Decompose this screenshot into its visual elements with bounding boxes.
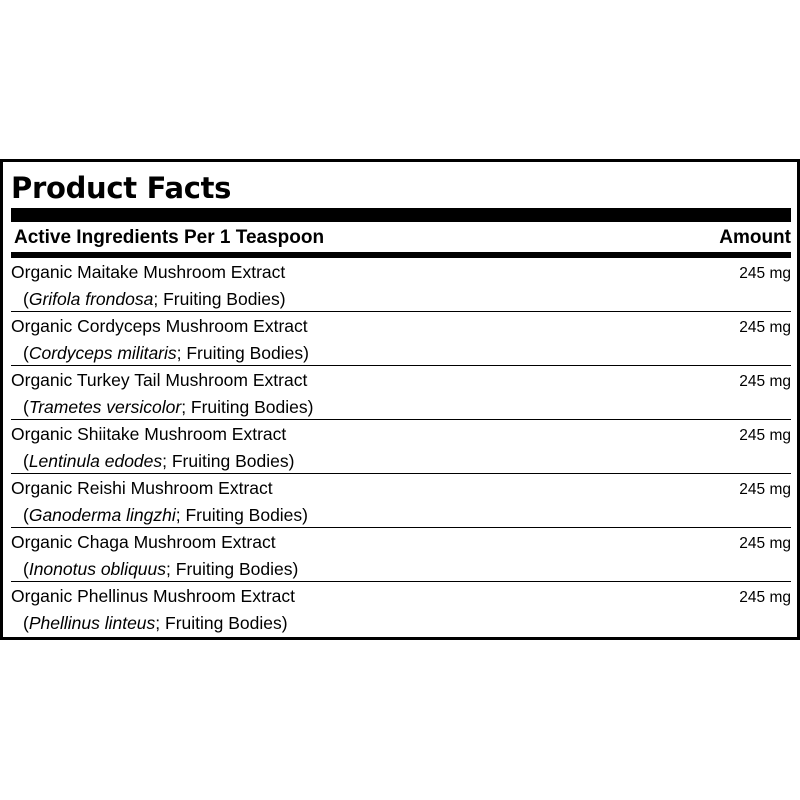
ingredient-row xyxy=(11,258,791,312)
ingredient-species: Grifola frondosa xyxy=(28,289,154,309)
ingredient-species: Inonotus obliquus xyxy=(28,559,167,579)
ingredient-species: Lentinula edodes xyxy=(28,451,163,471)
ingredient-row xyxy=(11,312,791,366)
ingredient-amount: 245 mg xyxy=(739,535,791,552)
ingredient-row xyxy=(11,474,791,528)
ingredient-source: (Grifola frondosa; Fruiting Bodies) xyxy=(23,289,286,309)
ingredient-list xyxy=(11,258,791,636)
ingredient-amount: 245 mg xyxy=(739,427,791,444)
ingredient-amount: 245 mg xyxy=(739,481,791,498)
ingredient-amount: 245 mg xyxy=(739,589,791,606)
ingredient-species: Phellinus linteus xyxy=(28,613,156,633)
ingredient-amount: 245 mg xyxy=(739,265,791,282)
ingredient-name: Organic Phellinus Mushroom Extract xyxy=(11,586,295,606)
ingredient-row xyxy=(11,582,791,636)
ingredient-source: (Inonotus obliquus; Fruiting Bodies) xyxy=(23,559,299,579)
ingredient-source: (Lentinula edodes; Fruiting Bodies) xyxy=(23,451,295,471)
ingredient-row xyxy=(11,528,791,582)
ingredient-name: Organic Reishi Mushroom Extract xyxy=(11,478,273,498)
ingredient-source: (Trametes versicolor; Fruiting Bodies) xyxy=(23,397,314,417)
ingredient-source: (Ganoderma lingzhi; Fruiting Bodies) xyxy=(23,505,308,525)
ingredient-species: Cordyceps militaris xyxy=(28,343,177,363)
ingredients-column-label: Active Ingredients Per 1 Teaspoon xyxy=(14,227,325,248)
ingredient-species: Trametes versicolor xyxy=(28,397,182,417)
ingredient-source: (Cordyceps militaris; Fruiting Bodies) xyxy=(23,343,309,363)
ingredient-species: Ganoderma lingzhi xyxy=(28,505,176,525)
ingredient-name: Organic Shiitake Mushroom Extract xyxy=(11,424,287,444)
ingredient-name: Organic Cordyceps Mushroom Extract xyxy=(11,316,308,336)
title-divider-bar xyxy=(11,208,791,222)
ingredient-row xyxy=(11,420,791,474)
product-facts-panel xyxy=(0,159,800,640)
ingredient-source: (Phellinus linteus; Fruiting Bodies) xyxy=(23,613,288,633)
ingredient-amount: 245 mg xyxy=(739,319,791,336)
ingredient-name: Organic Maitake Mushroom Extract xyxy=(11,262,286,282)
amount-column-label: Amount xyxy=(719,227,791,248)
panel-title: Product Facts xyxy=(11,171,232,205)
ingredient-row xyxy=(11,366,791,420)
ingredient-name: Organic Chaga Mushroom Extract xyxy=(11,532,276,552)
ingredient-amount: 245 mg xyxy=(739,373,791,390)
ingredient-name: Organic Turkey Tail Mushroom Extract xyxy=(11,370,308,390)
column-header xyxy=(11,225,791,251)
